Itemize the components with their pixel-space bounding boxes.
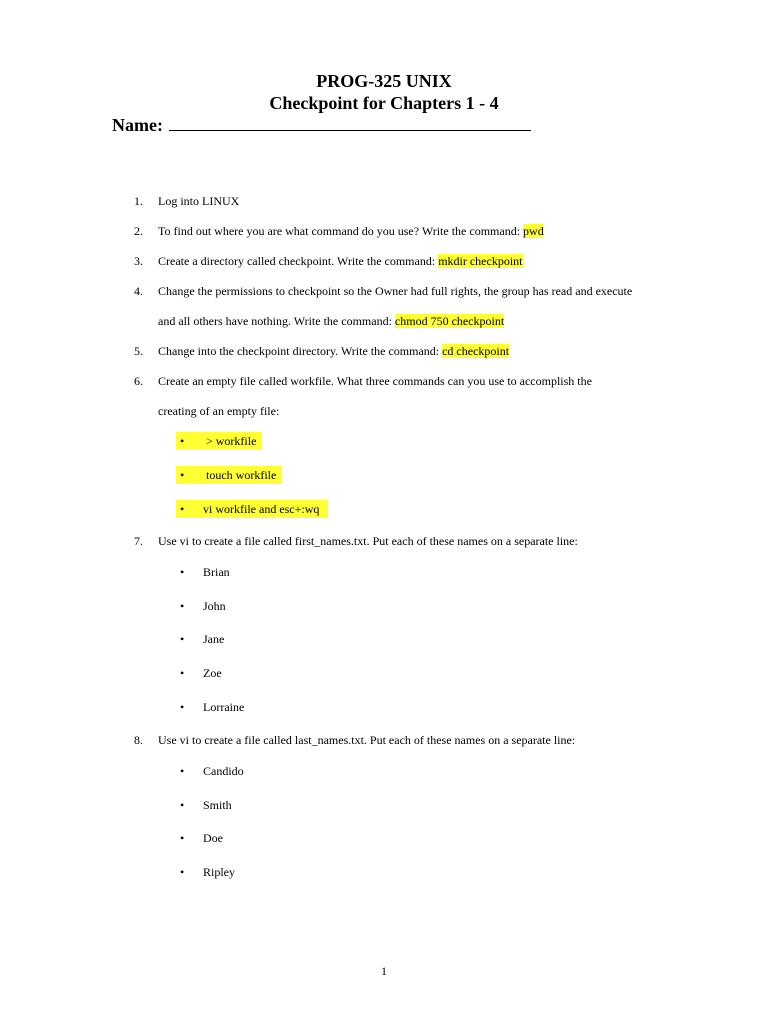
name-blank-line (169, 115, 531, 131)
name-label: Name: (112, 115, 163, 135)
bullet-icon: • (180, 831, 185, 845)
bullet-name: Doe (203, 831, 223, 845)
step-text: Use vi to create a file called last_names.txt. Put each of these names on a separate line: (158, 733, 576, 747)
step-number: 5. (134, 344, 143, 358)
step-text-line (158, 224, 544, 239)
step-number: 8. (134, 733, 143, 747)
bullet-icon: • (180, 865, 185, 879)
step-text: Use vi to create a file called first_names.txt. Put each of these names on a separate line: (158, 534, 578, 548)
bullet-icon: • (180, 764, 185, 778)
bullet-name: Jane (203, 632, 225, 646)
step-number: 1. (134, 194, 143, 208)
step-text-line (158, 344, 509, 359)
step-text: Change into the checkpoint directory. Write the command: (158, 344, 443, 358)
highlighted-answer: mkdir checkpoint (438, 254, 523, 268)
bullet-name: Smith (203, 798, 232, 812)
bullet-name: Ripley (203, 865, 235, 879)
bullet-icon: • (180, 468, 185, 482)
bullet-icon: • (180, 666, 185, 680)
step-number: 2. (134, 224, 143, 238)
highlighted-answer: pwd (523, 224, 544, 238)
step-text: Create a directory called checkpoint. Write the command: (158, 254, 439, 268)
step-text: Create an empty file called workfile. What three commands can you use to accomplish the (158, 374, 592, 388)
bullet-name: Lorraine (203, 700, 245, 714)
bullet-icon: • (180, 599, 185, 613)
step-text: Log into LINUX (158, 194, 240, 208)
course-title: PROG-325 UNIX (316, 71, 452, 91)
step-number: 6. (134, 374, 143, 388)
bullet-answer: touch workfile (206, 468, 277, 482)
bullet-answer: vi workfile and esc+:wq (203, 502, 320, 516)
name-field-line (112, 114, 531, 136)
step-number: 3. (134, 254, 143, 268)
page-number: 1 (381, 964, 387, 978)
step-text-continued: and all others have nothing. Write the command: (158, 314, 395, 328)
bullet-name: Zoe (203, 666, 222, 680)
step-text: To find out where you are what command do you use? Write the command: (158, 224, 524, 238)
bullet-icon: • (180, 502, 185, 516)
bullet-icon: • (180, 632, 185, 646)
bullet-icon: • (180, 700, 185, 714)
step-number: 4. (134, 284, 143, 298)
bullet-icon: • (180, 798, 185, 812)
step-text-continued: creating of an empty file: (158, 404, 280, 418)
step-text-line (158, 314, 504, 329)
highlighted-answer: chmod 750 checkpoint (394, 314, 505, 328)
bullet-icon: • (180, 565, 185, 579)
bullet-name: Brian (203, 565, 230, 579)
bullet-name: Candido (203, 764, 244, 778)
bullet-answer: > workfile (206, 434, 257, 448)
bullet-icon: • (180, 434, 185, 448)
step-text-line (158, 254, 523, 269)
bullet-name: John (203, 599, 226, 613)
highlighted-answer: cd checkpoint (442, 344, 510, 358)
step-number: 7. (134, 534, 143, 548)
step-text: Change the permissions to checkpoint so the Owner had full rights, the group has read and execute (158, 284, 633, 298)
page-title: Checkpoint for Chapters 1 - 4 (269, 93, 499, 113)
